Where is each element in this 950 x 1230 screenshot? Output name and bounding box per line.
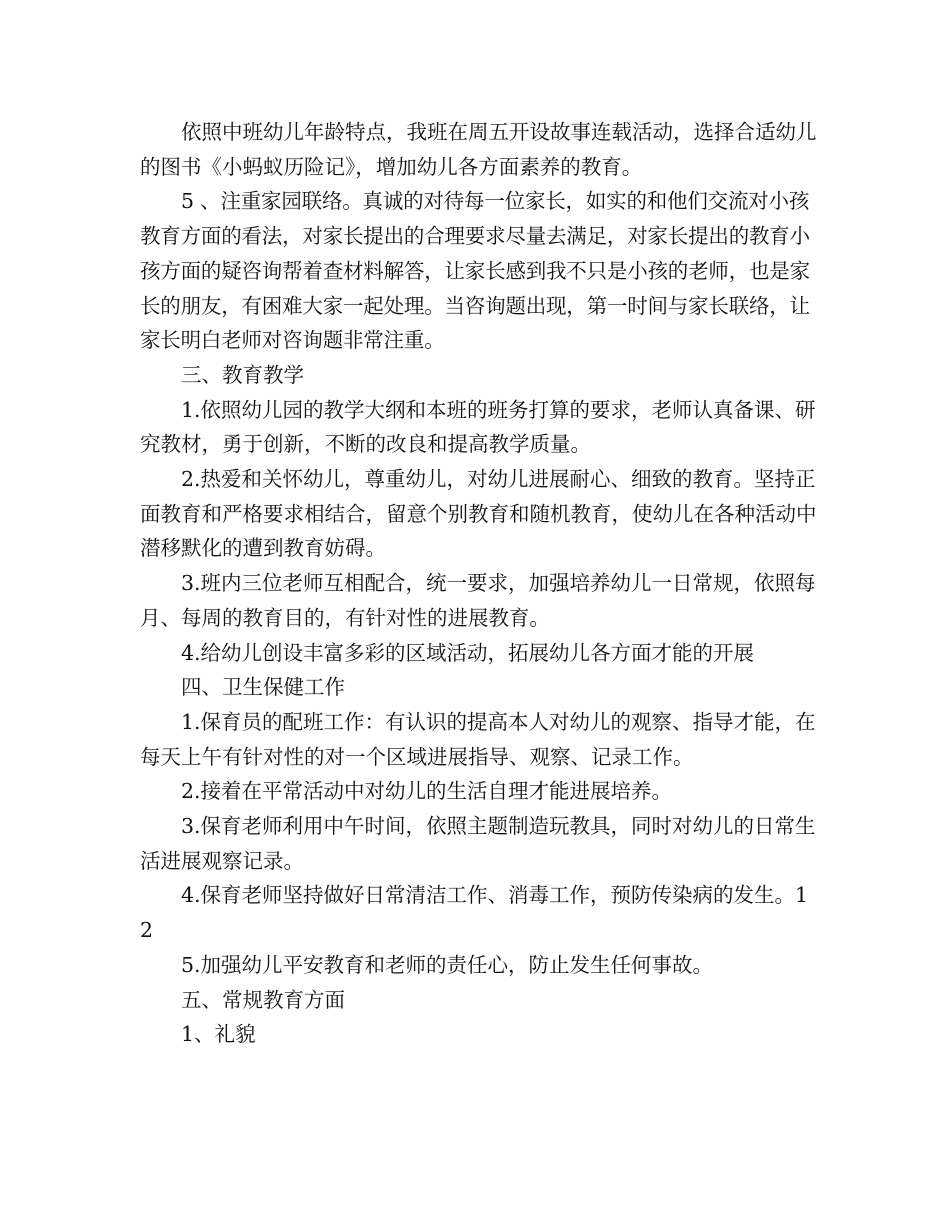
section-heading-health: 四、卫生保健工作 xyxy=(181,675,345,700)
paragraph-health-4: 4.保育老师坚持做好日常清洁工作、消毒工作，预防传染病的发生。12 xyxy=(140,883,809,943)
section-heading-teaching: 三、教育教学 xyxy=(181,362,304,387)
paragraph-teaching-4: 4.给幼儿创设丰富多彩的区域活动，拓展幼儿各方面才能的开展 xyxy=(181,640,755,665)
paragraph-teaching-1: 1.依照幼儿园的教学大纲和本班的班务打算的要求，老师认真备课、研究教材，勇于创新，不断的改良和提高教学质量。 xyxy=(140,397,816,457)
paragraph-health-3: 3.保育老师利用中午时间，依照主题制造玩教具，同时对幼儿的日常生活进展观察记录。 xyxy=(140,814,816,873)
section-heading-routine: 五、常规教育方面 xyxy=(181,987,345,1012)
paragraph-routine-1: 1、礼貌 xyxy=(181,1022,256,1047)
paragraph-health-5: 5.加强幼儿平安教育和老师的责任心，防止发生任何事故。 xyxy=(181,952,714,977)
paragraph-story-activity: 依照中班幼儿年龄特点，我班在周五开设故事连载活动，选择合适幼儿的图书《小蚂蚁历险记》，增加幼儿各方面素养的教育。 xyxy=(140,120,817,179)
paragraph-health-1: 1.保育员的配班工作：有认识的提高本人对幼儿的观察、指导才能，在每天上午有针对性的对一个区域进展指导、观察、记录工作。 xyxy=(140,709,816,769)
document-body xyxy=(140,115,820,1052)
paragraph-teaching-2: 2.热爱和关怀幼儿，尊重幼儿，对幼儿进展耐心、细致的教育。坚持正面教育和严格要求相结合，留意个别教育和随机教育，使幼儿在各种活动中潜移默化的遭到教育妨碍。 xyxy=(140,467,817,561)
paragraph-home-school-contact: 5 、注重家园联络。真诚的对待每一位家长，如实的和他们交流对小孩教育方面的看法，对家长提出的合理要求尽量去满足，对家长提出的教育小孩方面的疑咨询帮着查材料解答，让家长感到我不只是小孩的老师，也是家长的朋友，有困难大家一起处理。当咨询题出现，第一时间与家长联络，让家长明白老师对咨询题非常注重。 xyxy=(140,189,810,353)
paragraph-teaching-3: 3.班内三位老师互相配合，统一要求，加强培养幼儿一日常规，依照每月、每周的教育目的，有针对性的进展教育。 xyxy=(140,571,816,630)
paragraph-health-2: 2.接着在平常活动中对幼儿的生活自理才能进展培养。 xyxy=(181,779,673,804)
